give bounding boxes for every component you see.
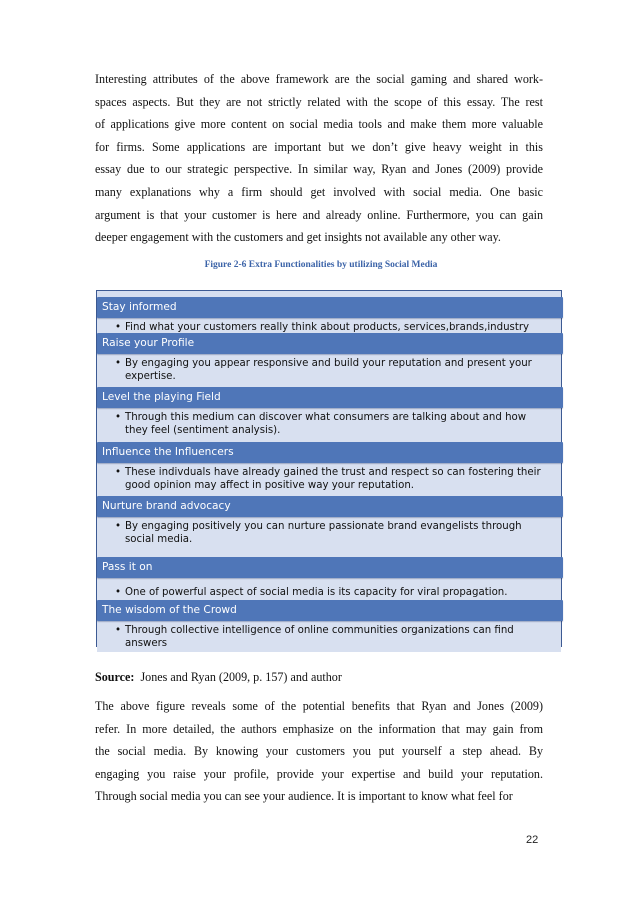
bullet-icon: • bbox=[115, 467, 122, 478]
diagram-item-header: The wisdom of the Crowd bbox=[97, 600, 563, 621]
diagram-item-pass-it-on bbox=[97, 557, 561, 600]
bullet-icon: • bbox=[115, 322, 122, 333]
paragraph-line: The above figure reveals some of the potential benefits that Ryan and Jones (2009) bbox=[95, 699, 543, 713]
bullet-icon: • bbox=[115, 412, 122, 423]
discussion-paragraph bbox=[95, 695, 543, 808]
diagram-item-body bbox=[97, 621, 561, 652]
source-label: Source: bbox=[95, 670, 135, 684]
paragraph-line: essay due to our strategic perspective. In similar way, Ryan and Jones (2009) provide bbox=[95, 162, 543, 177]
paragraph-line: deeper engagement with the customers and get insights not available any other way. bbox=[95, 230, 501, 245]
diagram-item-text: Through this medium can discover what consumers are talking about and how they feel (sentiment analysis). bbox=[125, 412, 527, 436]
figure-caption-text: Figure 2-6 Extra Functionalities by utilizing Social Media bbox=[204, 260, 438, 270]
diagram-item-text: By engaging you appear responsive and build your reputation and present your expertise. bbox=[125, 358, 532, 382]
paragraph-line: of applications give more content on social media tools and make them more valuable bbox=[95, 117, 543, 132]
paragraph-line: the social media. By knowing your customers you put yourself a step ahead. By bbox=[95, 744, 543, 759]
diagram-item-body bbox=[97, 354, 561, 387]
diagram-item-brand-advocacy bbox=[97, 496, 561, 557]
diagram-item-body bbox=[97, 578, 561, 600]
diagram-item-text: These indivduals have already gained the trust and respect so can fostering their good opinion may affect in positive way your reputation. bbox=[125, 467, 541, 491]
paragraph-line: refer. In more detailed, the authors emphasize on the information that may gain from bbox=[95, 721, 543, 736]
diagram-item-influence-influencers bbox=[97, 442, 561, 496]
diagram-item-header: Raise your Profile bbox=[97, 333, 563, 354]
diagram-item-text: By engaging positively you can nurture passionate brand evangelists through social media. bbox=[125, 521, 522, 545]
diagram-item-body bbox=[97, 463, 561, 496]
figure-caption bbox=[0, 260, 638, 270]
bullet-icon: • bbox=[115, 587, 122, 598]
source-text: Jones and Ryan (2009, p. 157) and author bbox=[140, 670, 342, 684]
paragraph-line: for firms. Some applications are important but we don’t give heavy weight in this bbox=[95, 139, 543, 154]
diagram-item-header: Pass it on bbox=[97, 557, 563, 578]
diagram-item-text: One of powerful aspect of social media is its capacity for viral propagation. bbox=[125, 587, 508, 598]
bullet-icon: • bbox=[115, 625, 122, 636]
diagram-item-wisdom-of-crowd bbox=[97, 600, 561, 652]
diagram-item-header: Stay informed bbox=[97, 297, 563, 318]
paragraph-line: engaging you raise your profile, provide your expertise and build your reputation. bbox=[95, 766, 543, 781]
paragraph-line: spaces aspects. But they are not strictly related with the scope of this essay. The rest bbox=[95, 94, 543, 109]
diagram-item-header: Influence the Influencers bbox=[97, 442, 563, 463]
diagram-item-header: Level the playing Field bbox=[97, 387, 563, 408]
paragraph-line: Through social media you can see your audience. It is important to know what feel for bbox=[95, 789, 513, 804]
diagram-item-level-playing-field bbox=[97, 387, 561, 442]
diagram-item-raise-profile bbox=[97, 333, 561, 387]
diagram-item-body bbox=[97, 318, 561, 333]
paragraph-line: Interesting attributes of the above framework are the social gaming and shared work- bbox=[95, 72, 543, 86]
bullet-icon: • bbox=[115, 358, 122, 369]
diagram-item-stay-informed bbox=[97, 297, 561, 333]
diagram-item-body bbox=[97, 408, 561, 442]
paragraph-line: many explanations why a firm should get involved with social media. One basic bbox=[95, 184, 543, 199]
intro-paragraph bbox=[95, 68, 543, 249]
figure-source bbox=[95, 670, 342, 685]
paragraph-line: argument is that your customer is here and already online. Furthermore, you can gain bbox=[95, 207, 543, 222]
page-number: 22 bbox=[526, 834, 539, 846]
diagram-item-text: Through collective intelligence of online communities organizations can find answers bbox=[125, 625, 514, 649]
diagram-item-text: Find what your customers really think about products, services,brands,industry bbox=[125, 322, 530, 333]
diagram-item-header: Nurture brand advocacy bbox=[97, 496, 563, 517]
functionalities-diagram bbox=[96, 290, 562, 647]
bullet-icon: • bbox=[115, 521, 122, 532]
diagram-item-body bbox=[97, 517, 561, 557]
